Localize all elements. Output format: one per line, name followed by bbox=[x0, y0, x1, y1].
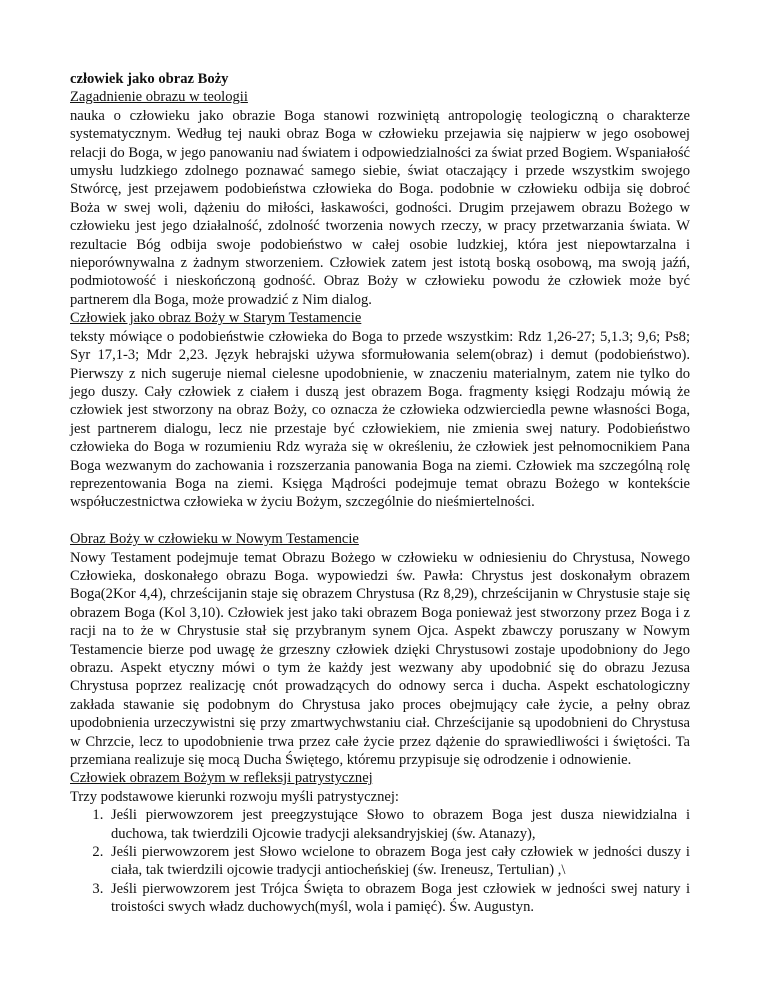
blank-line bbox=[70, 512, 690, 530]
list-item: 1. Jeśli pierwowzorem jest preegzystujące Słowo to obrazem Boga jest dusza niewidzialna i duchowa, tak twierdzili Ojcowie tradycji aleksandryjskiej (św. Atanazy), bbox=[107, 806, 690, 843]
section-old-testament bbox=[70, 309, 690, 511]
section-heading: Zagadnienie obrazu w teologii bbox=[70, 89, 248, 106]
patristic-list bbox=[70, 806, 690, 916]
section-patristic bbox=[70, 769, 690, 916]
section-paragraph: nauka o człowieku jako obrazie Boga stanowi rozwiniętą antropologię teologiczną o charakterze systematycznym. Według tej nauki obraz Boga w człowieku przejawia się najpierw w jego osobowej relacji do Boga, w jego panowaniu nad światem i odpowiedzialności za świat przed Bogiem. Wspaniałość umysłu ludzkiego zdolnego poznawać samego siebie, świat otaczający i przede wszystkim swojego Stwórcę, jest przejawem podobieństwa człowieka do Boga. podobnie w człowieku odbija się dobroć Boża w swej woli, dążeniu do miłości, łaskawości, godności. Drugim przejawem obrazu Bożego w człowieku jest jego działalność, zdolność tworzenia nowych rzeczy, w pracy przetwarzania świata. W rezultacie Bóg odbija swoje podobieństwo w całej osobie ludzkiej, która jest niepowtarzalna i nieporównywalna z żadnym stworzeniem. Człowiek zatem jest istotą boską osobową, ma swoją jaźń, podmiotowość i nieskończoną godność. Obraz Boży w człowieku powodu że człowiek może być partnerem dla Boga, może prowadzić z Nim dialog. bbox=[70, 107, 690, 308]
section-paragraph: Trzy podstawowe kierunki rozwoju myśli patrystycznej: bbox=[70, 788, 399, 805]
document-page bbox=[70, 70, 690, 917]
section-new-testament bbox=[70, 530, 690, 769]
section-heading: Człowiek jako obraz Boży w Starym Testamencie bbox=[70, 310, 362, 327]
section-paragraph: teksty mówiące o podobieństwie człowieka do Boga to przede wszystkim: Rdz 1,26-27; 5,1.3; 9,6; Ps8; Syr 17,1-3; Mdr 2,23. Język hebrajski używa sformułowania selem(obraz) i demut (podobieństwo). Pierwszy z nich sugeruje niemal cielesne upodobnienie, w znaczeniu materialnym, zatem nie tylko do jego duszy. Cały człowiek z ciałem i duszą jest obrazem Boga. fragmenty księgi Rodzaju mówią że człowiek jest stworzony na obraz Boży, co oznacza że człowieka odzwierciedla pewne własności Boga, jest partnerem dialogu, lecz nie przestaje być człowiekiem, nie zmienia swej natury. Podobieństwo człowieka do Boga w rozumieniu Rdz wyraża się w określeniu, że człowiek jest pełnomocnikiem Pana Boga wezwanym do zachowania i rozszerzania panowania Boga na ziemi. Człowiek ma szczególną rolę reprezentowania Boga na ziemi. Księga Mądrości podejmuje temat obrazu Bożego w kontekście współuczestnictwa człowieka w życiu Bożym, szczególnie do nieśmiertelności. bbox=[70, 328, 690, 511]
section-heading: Człowiek obrazem Bożym w refleksji patrystycznej bbox=[70, 770, 373, 787]
document-title: człowiek jako obraz Boży bbox=[70, 71, 229, 87]
section-paragraph: Nowy Testament podejmuje temat Obrazu Bożego w człowieku w odniesieniu do Chrystusa, Nowego Człowieka, doskonałego obrazu Boga. wypowiedzi św. Pawła: Chrystus jest doskonałym obrazem Boga(2Kor 4,4), chrześcijanin staje się obrazem Chrystusa (Rz 8,29), chrześcijanin w Chrystusie staje się obrazem Boga (Kol 3,10). Człowiek jest jako taki obrazem Boga ponieważ jest stworzony przez Boga i z racji na to że w Chrystusie stał się przybranym synem Ojca. Aspekt zbawczy poruszany w Nowym Testamencie bierze pod uwagę że grzeszny człowiek dzięki Chrystusowi zostaje upodobniony do Jego obrazu. Aspekt etyczny mówi o tym że każdy jest wezwany aby upodobnić się do obrazu Jezusa Chrystusa poprzez realizację cnót prowadzących do odnowy serca i ducha. Aspekt eschatologiczny zakłada stawanie się podobnym do Chrystusa jako proces obejmujący całe życie, a pełny obraz upodobnienia urzeczywistni się przy zmartwychwstaniu ciał. Chrześcijanie są upodobnieni do Chrystusa w Chrzcie, lecz to upodobnienie trwa przez całe życie przez dążenie do sprawiedliwości i świętości. Ta przemiana realizuje się mocą Ducha Świętego, któremu przypisuje się odrodzenie i odnowienie. bbox=[70, 549, 690, 769]
section-heading: Obraz Boży w człowieku w Nowym Testamencie bbox=[70, 531, 359, 548]
list-item: 2. Jeśli pierwowzorem jest Słowo wcielone to obrazem Boga jest cały człowiek w jedności duszy i ciała, tak twierdzili ojcowie tradycji antiocheńskiej (św. Ireneusz, Tertulian) ,\ bbox=[107, 843, 690, 880]
list-item: 3. Jeśli pierwowzorem jest Trójca Święta to obrazem Boga jest człowiek w jedności swej natury i troistości swych władz duchowych(myśl, wola i pamięć). Św. Augustyn. bbox=[107, 880, 690, 917]
section-theology bbox=[70, 88, 690, 309]
